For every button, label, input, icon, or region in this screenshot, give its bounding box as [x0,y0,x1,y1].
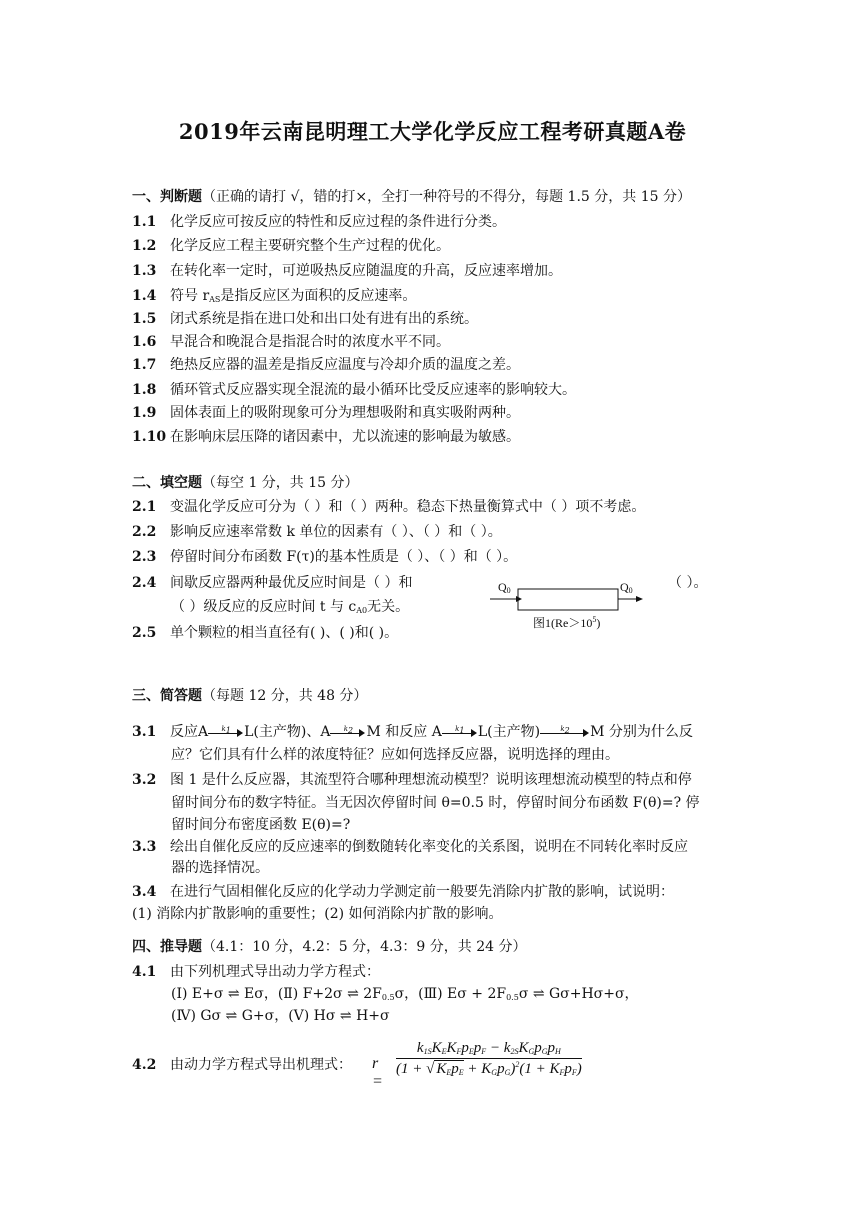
question-3-1-line-2: 应？它们具有什么样的浓度特征？应如何选择反应器，说明选择的理由。 [171,747,619,763]
fraction-denominator: (1 + √ $K_Ep_E + K_Gp_G)^2(1 + K_Fp_F)$ [396,1060,582,1077]
question-3-2: 3.2 图 1 是什么反应器，其流型符合哪种理想流动模型？说明该理想流动模型的特点和停 [132,772,692,788]
question-3-2-line-2: 留时间分布的数字特征。当无因次停留时间 θ=0.5 时，停留时间分布函数 F(θ)=? 停 [171,795,700,811]
question-2-5: 2.5 单个颗粒的相当直径有( )、( )和( )。 [132,625,399,641]
question-1-10: 1.10 在影响床层压降的诸因素中，尤以流速的影响最为敏感。 [132,429,520,445]
figure-caption: 图$1(Re>10^5)$ [533,615,601,630]
reaction-arrow-k2-series: $k_2$ [540,726,590,738]
mechanism-line-2: (Ⅳ) Gσ ⇌ G+σ，(Ⅴ) Hσ ⇌ H+σ [171,1008,390,1024]
question-4-1: 4.1 由下列机理式导出动力学方程式： [132,964,380,980]
page-title: 2019年云南昆明理工大学化学反应工程考研真题A卷 [178,119,687,144]
question-1-7: 1.7 绝热反应器的温差是指反应温度与冷却介质的温度之差。 [132,357,520,373]
figure-1-reactor [490,576,650,636]
question-1-3: 1.3 在转化率一定时，可逆吸热反应随温度的升高，反应速率增加。 [132,263,562,279]
section-3-note: （每题 12 分，共 48 分） [202,688,368,704]
question-3-2-line-3: 留时间分布密度函数 E(θ)=? [171,817,351,833]
section-4-header [132,937,527,957]
section-3-header [132,686,367,706]
section-4-note: （4.1：10 分，4.2：5 分，4.3：9 分，共 24 分） [202,939,527,955]
question-1-9: 1.9 固体表面上的吸附现象可分为理想吸附和真实吸附两种。 [132,405,520,421]
section-4-title: 四、推导题 [132,939,202,955]
rate-symbol: r = [372,1055,383,1090]
section-3-title: 三、简答题 [132,688,202,704]
section-1-title: 一、判断题 [132,189,202,205]
question-1-4: 1.4 符号 $r_{AS}$是指反应区为面积的反应速率。 [132,288,417,304]
question-1-5: 1.5 闭式系统是指在进口处和出口处有进有出的系统。 [132,311,478,327]
section-2-note: （每空 1 分，共 15 分） [202,475,359,491]
question-1-8: 1.8 循环管式反应器实现全混流的最小循环比受反应速率的影响较大。 [132,382,576,398]
question-4-2: 4.2 由动力学方程式导出机理式： [132,1057,352,1073]
outlet-label: $Q_0$ [620,580,633,595]
question-2-1: 2.1 变温化学反应可分为（ ）和（ ）两种。稳态下热量衡算式中（ ）项不考虑。 [132,499,646,515]
question-3-3: 3.3 绘出自催化反应的反应速率的倒数随转化率变化的关系图，说明在不同转化率时反应 [132,839,688,855]
question-3-3-line-2: 器的选择情况。 [171,860,269,876]
fraction-numerator: $k_{1S}K_EK_Fp_Ep_F - k_{2S}K_Gp_Gp_H$ [416,1040,561,1056]
section-1-header [132,187,691,207]
section-1-note: （正确的请打 √，错的打×，全打一种符号的不得分，每题 1.5 分，共 15 分） [202,189,691,205]
section-2-header [132,473,359,493]
mechanism-line-1: (Ⅰ) E+σ ⇌ Eσ，(Ⅱ) F+2σ ⇌ $2F_{0.5}\sigma$，(Ⅲ) $E\sigma + 2F_{0.5}\sigma$ ⇌ Gσ+Hσ+σ， [171,986,639,1002]
question-3-1: 3.1 反应A $k_1$ L(主产物)、A $k_2$ M 和反应 A $k_1$ L(主产物) $k_2$ M 分别为什么反 [132,724,693,740]
question-2-4-tail: （ ）。 [668,575,708,591]
reaction-arrow-k1: $k_1$ [208,726,244,738]
inlet-label: $Q_0$ [498,580,511,595]
section-2-title: 二、填空题 [132,475,202,491]
question-3-4: 3.4 在进行气固相催化反应的化学动力学测定前一般要先消除内扩散的影响，试说明： [132,884,674,900]
question-1-1: 1.1 化学反应可按反应的特性和反应过程的条件进行分类。 [132,214,506,230]
question-1-6: 1.6 早混合和晚混合是指混合时的浓度水平不同。 [132,334,450,350]
question-1-2: 1.2 化学反应工程主要研究整个生产过程的优化。 [132,238,450,254]
question-2-4-line-2: （ ）级反应的反应时间 t 与 $c_{A0}$无关。 [171,599,410,615]
question-3-4-line-2: (1) 消除内扩散影响的重要性；(2) 如何消除内扩散的影响。 [132,906,503,922]
reaction-arrow-k2: $k_2$ [330,726,366,738]
question-2-3: 2.3 停留时间分布函数 F(τ)的基本性质是（ ）、（ ）和（ ）。 [132,549,518,565]
rate-fraction [396,1040,582,1078]
question-2-4: 2.4 间歇反应器两种最优反应时间是（ ）和 [132,575,413,591]
reaction-arrow-k1-series: $k_1$ [442,726,478,738]
question-2-2: 2.2 影响反应速率常数 k 单位的因素有（ ）、（ ）和（ ）。 [132,524,502,540]
